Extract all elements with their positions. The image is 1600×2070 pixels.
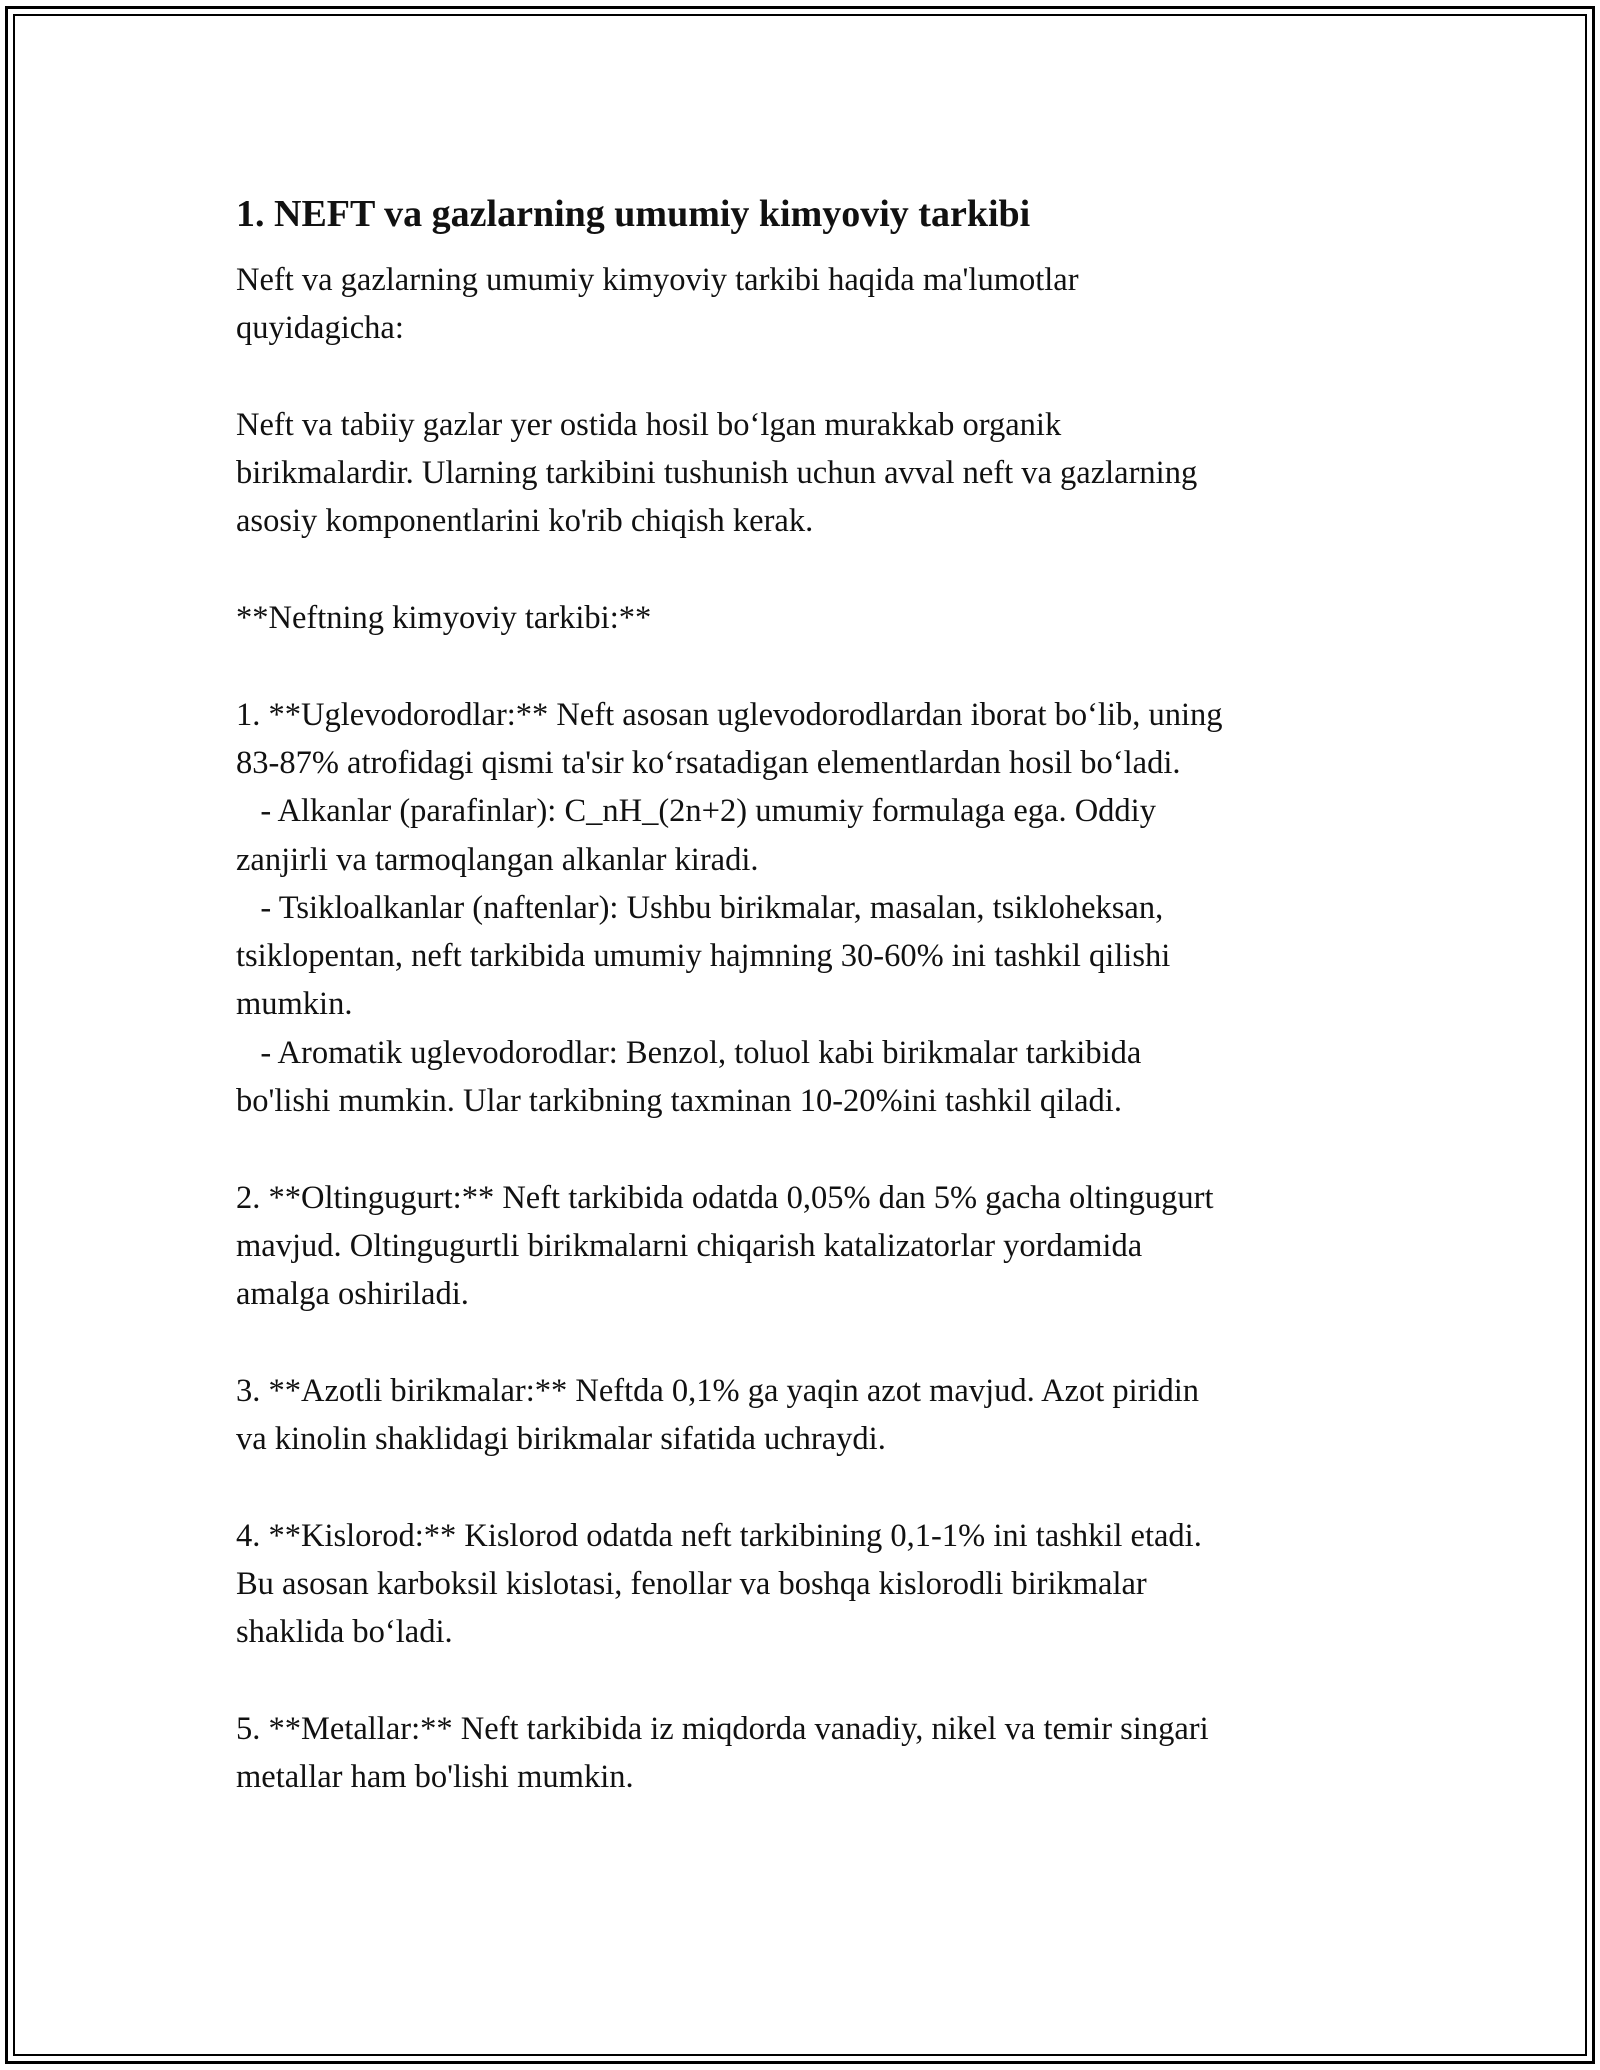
body-text-line: metallar ham bo'lishi mumkin. xyxy=(236,1759,634,1796)
body-text-line: 83-87% atrofidagi qismi ta'sir koʻrsatadigan elementlardan hosil boʻladi. xyxy=(236,744,1181,781)
body-text-line: mavjud. Oltingugurtli birikmalarni chiqarish katalizatorlar yordamida xyxy=(236,1227,1143,1264)
body-text-line: 2. **Oltingugurt:** Neft tarkibida odatda 0,05% dan 5% gacha oltingugurt xyxy=(236,1179,1214,1216)
body-text-line: - Alkanlar (parafinlar): C_nH_(2n+2) umumiy formulaga ega. Oddiy xyxy=(236,793,1156,830)
body-text-line: amalga oshiriladi. xyxy=(236,1276,469,1313)
body-text-line: Neft va gazlarning umumiy kimyoviy tarkibi haqida ma'lumotlar xyxy=(236,262,1079,298)
blank-line xyxy=(236,1319,1366,1367)
body-text-line: - Aromatik uglevodorodlar: Benzol, toluol kabi birikmalar tarkibida xyxy=(236,1034,1142,1071)
blank-line xyxy=(236,546,1366,594)
body-text-line: birikmalardir. Ularning tarkibini tushunish uchun avval neft va gazlarning xyxy=(236,455,1198,492)
body-text-line: shaklida boʻladi. xyxy=(236,1614,453,1651)
document-title: 1. NEFT va gazlarning umumiy kimyoviy tarkibi xyxy=(236,193,1031,235)
document-page xyxy=(236,186,1366,1802)
body-text-line: asosiy komponentlarini ko'rib chiqish kerak. xyxy=(236,503,814,540)
body-text-line: - Tsikloalkanlar (naftenlar): Ushbu birikmalar, masalan, tsikloheksan, xyxy=(236,889,1164,926)
blank-line xyxy=(236,642,1366,690)
body-text-line: 4. **Kislorod:** Kislorod odatda neft tarkibining 0,1-1% ini tashkil etadi. xyxy=(236,1517,1202,1554)
body-text-line: Neft va tabiiy gazlar yer ostida hosil boʻlgan murakkab organik xyxy=(236,406,1062,443)
document-body xyxy=(236,256,1366,1802)
body-text-line: 5. **Metallar:** Neft tarkibida iz miqdorda vanadiy, nikel va temir singari xyxy=(236,1710,1209,1747)
body-text-line: quyidagicha: xyxy=(236,310,404,347)
body-text-line: va kinolin shaklidagi birikmalar sifatida uchraydi. xyxy=(236,1421,886,1458)
blank-line xyxy=(236,1657,1366,1705)
body-text-line: tsiklopentan, neft tarkibida umumiy hajmning 30-60% ini tashkil qilishi xyxy=(236,938,1171,975)
blank-line xyxy=(236,1125,1366,1173)
body-text-line: **Neftning kimyoviy tarkibi:** xyxy=(236,600,652,637)
body-text-line: 1. **Uglevodorodlar:** Neft asosan uglevodorodlardan iborat boʻlib, uning xyxy=(236,696,1223,733)
body-text-line: bo'lishi mumkin. Ular tarkibning taxminan 10-20%ini tashkil qiladi. xyxy=(236,1083,1122,1120)
body-text-line: mumkin. xyxy=(236,986,353,1023)
blank-line xyxy=(236,1463,1366,1511)
body-text-line: zanjirli va tarmoqlangan alkanlar kiradi. xyxy=(236,841,759,878)
body-text-line: 3. **Azotli birikmalar:** Neftda 0,1% ga yaqin azot mavjud. Azot piridin xyxy=(236,1372,1200,1409)
blank-line xyxy=(236,353,1366,401)
body-text-line: Bu asosan karboksil kislotasi, fenollar va boshqa kislorodli birikmalar xyxy=(236,1566,1147,1603)
